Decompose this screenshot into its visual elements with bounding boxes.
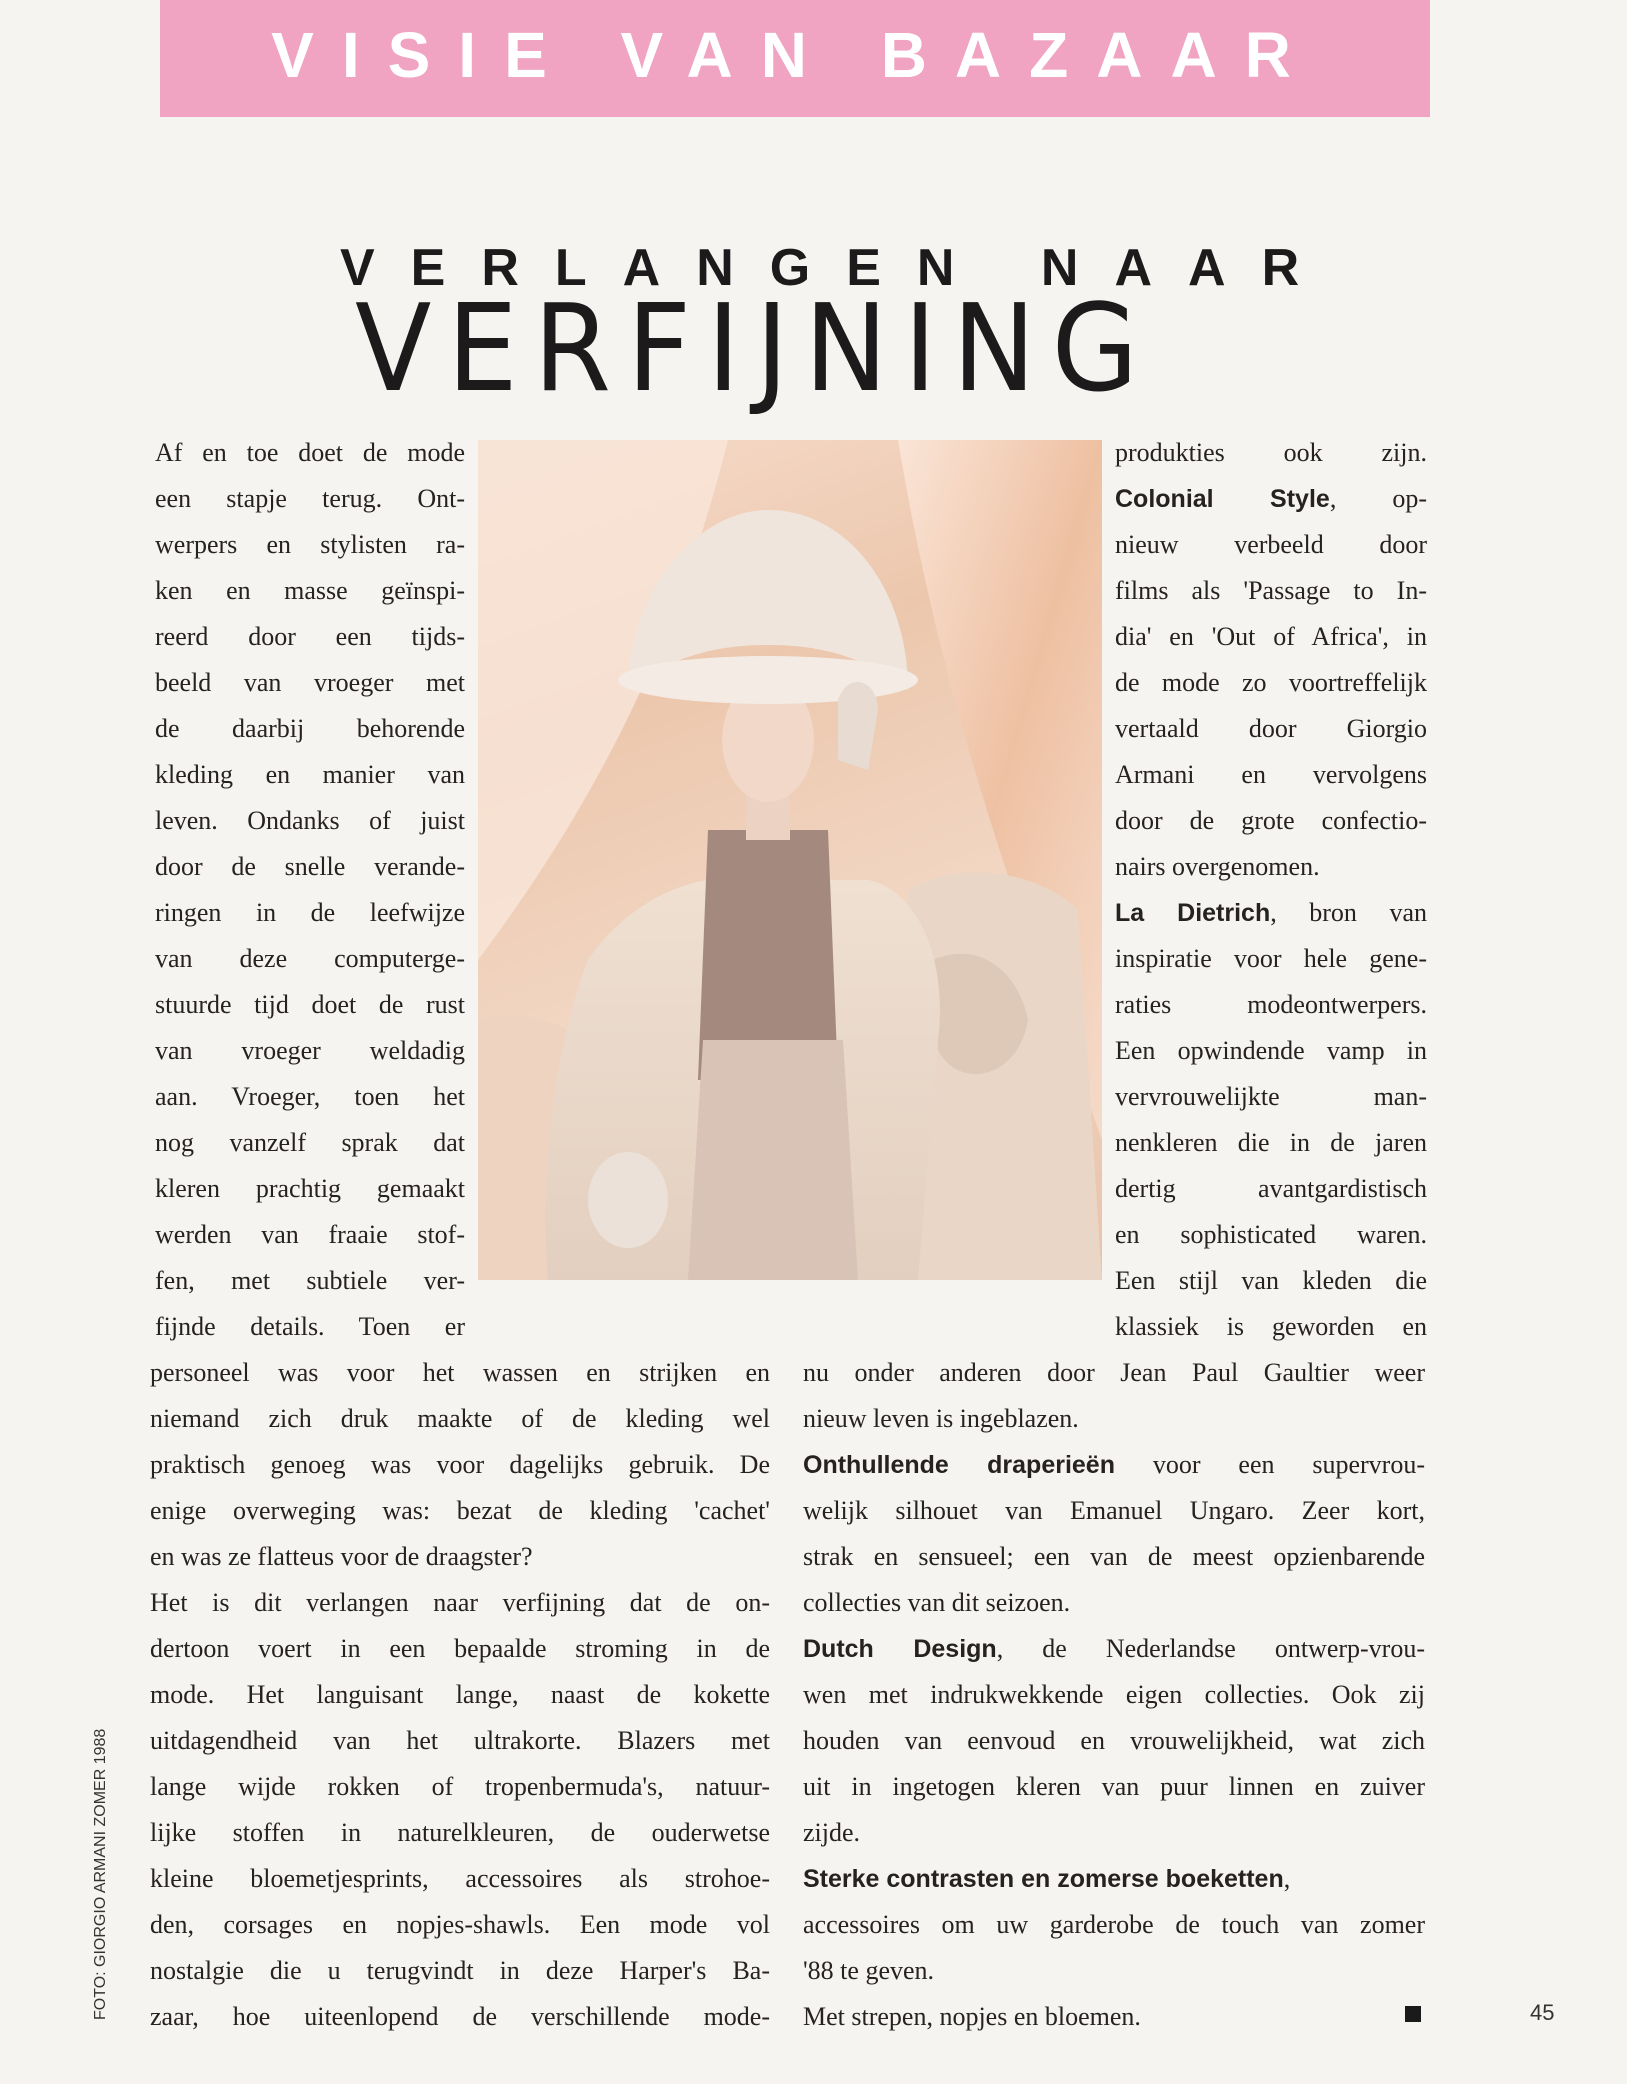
text-line: Een opwindende vamp in bbox=[1115, 1036, 1427, 1065]
text-line: kleren prachtig gemaakt bbox=[155, 1174, 465, 1203]
headline-title: VERFIJNING bbox=[355, 280, 1154, 419]
text-line: vervrouwelijkte man- bbox=[1115, 1082, 1427, 1111]
left-column-text bbox=[155, 430, 465, 1350]
text-line: '88 te geven. bbox=[803, 1956, 935, 1985]
text-line bbox=[803, 1442, 1425, 1488]
text-line: en sophisticated waren. bbox=[1115, 1220, 1427, 1249]
text-line: lijke stoffen in naturelkleuren, de ouderwetse bbox=[150, 1818, 770, 1847]
text-line: kleine bloemetjesprints, accessoires als strohoe- bbox=[150, 1864, 770, 1893]
text-line: klassiek is geworden en bbox=[1115, 1312, 1427, 1341]
text-line: enige overweging was: bezat de kleding 'cachet' bbox=[150, 1496, 770, 1525]
lead-la-dietrich: La Dietrich bbox=[1115, 899, 1271, 927]
text-line: inspiratie voor hele gene- bbox=[1115, 944, 1427, 973]
text-line: dertoon voert in een bepaalde stroming in de bbox=[150, 1634, 770, 1663]
text-fragment: voor een supervrou- bbox=[1114, 1450, 1425, 1479]
text-line bbox=[1115, 476, 1427, 522]
text-line: Het is dit verlangen naar verfijning dat de on- bbox=[150, 1588, 770, 1617]
fashion-illustration bbox=[478, 440, 1102, 1280]
text-line: Een stijl van kleden die bbox=[1115, 1266, 1427, 1295]
text-line: beeld van vroeger met bbox=[155, 668, 465, 697]
text-line: praktisch genoeg was voor dagelijks gebruik. De bbox=[150, 1450, 770, 1479]
text-line: welijk silhouet van Emanuel Ungaro. Zeer kort, bbox=[803, 1496, 1425, 1525]
text-line: stuurde tijd doet de rust bbox=[155, 990, 465, 1019]
text-fragment: , op- bbox=[1329, 484, 1427, 513]
text-line: en was ze flatteus voor de draagster? bbox=[150, 1542, 533, 1571]
text-line: raties modeontwerpers. bbox=[1115, 990, 1427, 1019]
text-line: personeel was voor het wassen en strijken en bbox=[150, 1358, 770, 1387]
text-line: werden van fraaie stof- bbox=[155, 1220, 465, 1249]
text-line: Af en toe doet de mode bbox=[155, 438, 465, 467]
text-line: niemand zich druk maakte of de kleding wel bbox=[150, 1404, 770, 1433]
text-line: de daarbij behorende bbox=[155, 714, 465, 743]
text-line: Met strepen, nopjes en bloemen. bbox=[803, 2002, 1141, 2031]
fashion-photo bbox=[478, 440, 1102, 1280]
text-line: kleding en manier van bbox=[155, 760, 465, 789]
text-line: lange wijde rokken of tropenbermuda's, natuur- bbox=[150, 1772, 770, 1801]
headline-kicker: VERLANGEN NAAR bbox=[340, 239, 1336, 297]
text-line: aan. Vroeger, toen het bbox=[155, 1082, 465, 1111]
text-line bbox=[803, 1856, 1425, 1902]
text-line: van vroeger weldadig bbox=[155, 1036, 465, 1065]
text-line: ken en masse geïnspi- bbox=[155, 576, 465, 605]
text-line: nairs overgenomen. bbox=[1115, 852, 1320, 881]
text-line: accessoires om uw garderobe de touch van zomer bbox=[803, 1910, 1425, 1939]
text-line: zijde. bbox=[803, 1818, 861, 1847]
text-line: mode. Het languisant lange, naast de kokette bbox=[150, 1680, 770, 1709]
section-title: VISIE VAN BAZAAR bbox=[271, 19, 1319, 91]
text-line: fen, met subtiele ver- bbox=[155, 1266, 465, 1295]
text-line: zaar, hoe uiteenlopend de verschillende mode- bbox=[150, 2002, 770, 2031]
bottom-right-column-text bbox=[803, 1350, 1425, 2040]
section-banner bbox=[160, 0, 1430, 117]
page-number: 45 bbox=[1530, 2000, 1555, 2025]
lead-onthullende-draperieen: Onthullende draperieën bbox=[803, 1451, 1115, 1479]
text-line: den, corsages en nopjes-shawls. Een mode vol bbox=[150, 1910, 770, 1939]
text-line: vertaald door Giorgio bbox=[1115, 714, 1427, 743]
text-line: collecties van dit seizoen. bbox=[803, 1588, 1071, 1617]
text-line: door de grote confectio- bbox=[1115, 806, 1427, 835]
text-line: nostalgie die u terugvindt in deze Harper's Ba- bbox=[150, 1956, 770, 1985]
end-mark bbox=[1405, 2006, 1421, 2022]
text-line: nieuw verbeeld door bbox=[1115, 530, 1427, 559]
text-fragment: , bron van bbox=[1270, 898, 1427, 927]
text-line: uit in ingetogen kleren van puur linnen en zuiver bbox=[803, 1772, 1425, 1801]
text-line: produkties ook zijn. bbox=[1115, 438, 1427, 467]
text-line: uitdagendheid van het ultrakorte. Blazers met bbox=[150, 1726, 770, 1755]
text-line: houden van eenvoud en vrouwelijkheid, wat zich bbox=[803, 1726, 1425, 1755]
text-line: strak en sensueel; een van de meest opzienbarende bbox=[803, 1542, 1425, 1571]
text-line: wen met indrukwekkende eigen collecties. Ook zij bbox=[803, 1680, 1425, 1709]
lead-dutch-design: Dutch Design bbox=[803, 1635, 997, 1663]
text-line bbox=[1115, 890, 1427, 936]
text-line: Armani en vervolgens bbox=[1115, 760, 1427, 789]
text-line: ringen in de leefwijze bbox=[155, 898, 465, 927]
text-line: nenkleren die in de jaren bbox=[1115, 1128, 1427, 1157]
lead-colonial-style: Colonial Style bbox=[1115, 485, 1330, 513]
bottom-left-column-text bbox=[150, 1350, 770, 2040]
text-fragment: , de Nederlandse ontwerp-vrou- bbox=[996, 1634, 1426, 1663]
text-line: dia' en 'Out of Africa', in bbox=[1115, 622, 1427, 651]
text-line: leven. Ondanks of juist bbox=[155, 806, 465, 835]
text-line: nieuw leven is ingeblazen. bbox=[803, 1404, 1079, 1433]
lead-sterke-contrasten: Sterke contrasten en zomerse boeketten bbox=[803, 1865, 1284, 1893]
photo-credit: FOTO: GIORGIO ARMANI ZOMER 1988 bbox=[92, 1728, 109, 2020]
text-line: nog vanzelf sprak dat bbox=[155, 1128, 465, 1157]
text-line: dertig avantgardistisch bbox=[1115, 1174, 1427, 1203]
text-line: een stapje terug. Ont- bbox=[155, 484, 465, 513]
text-line: reerd door een tijds- bbox=[155, 622, 465, 651]
text-line: werpers en stylisten ra- bbox=[155, 530, 465, 559]
right-column-text bbox=[1115, 430, 1427, 1350]
text-line: door de snelle verande- bbox=[155, 852, 465, 881]
text-line: van deze computerge- bbox=[155, 944, 465, 973]
text-line: fijnde details. Toen er bbox=[155, 1312, 465, 1341]
text-fragment: , bbox=[1283, 1864, 1291, 1893]
text-line: films als 'Passage to In- bbox=[1115, 576, 1427, 605]
text-line: nu onder anderen door Jean Paul Gaultier weer bbox=[803, 1358, 1425, 1387]
text-line: de mode zo voortreffelijk bbox=[1115, 668, 1427, 697]
text-line bbox=[803, 1626, 1425, 1672]
